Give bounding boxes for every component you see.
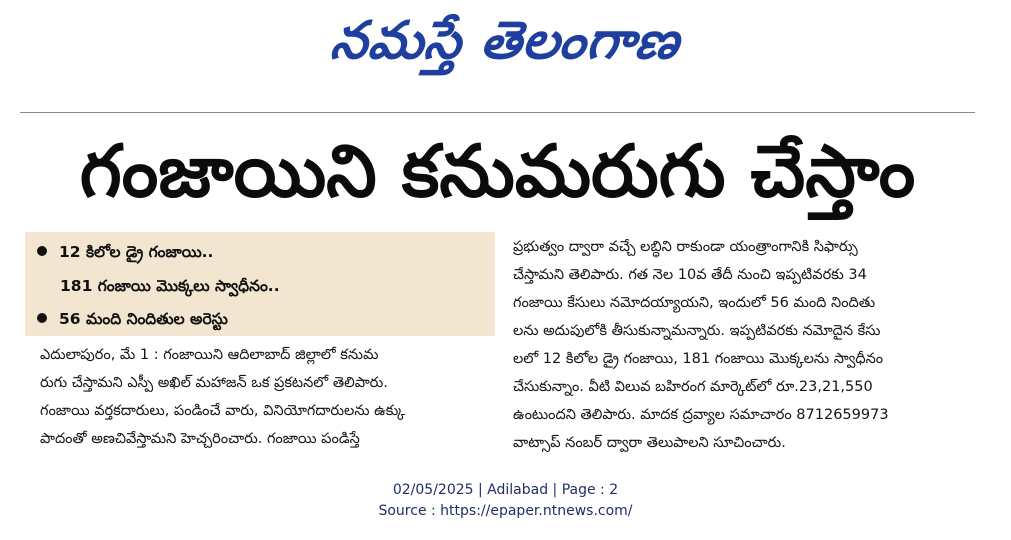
article-line: ఉంటుందని తెలిపారు. మాదక ద్రవ్యాల సమాచారం 8712659973: [513, 407, 889, 423]
bullet-icon: [37, 313, 47, 323]
footer-source-link[interactable]: Source : https://epaper.ntnews.com/: [378, 503, 633, 519]
article-line: ఎదులాపురం, మే 1 : గంజాయిని ఆదిలాబాద్ జిల్లాలో కనుమ: [40, 347, 379, 363]
article-line: చేసుకున్నాం. వీటి విలువ బహిరంగ మార్కెట్‌లో రూ.23,21,550: [513, 379, 873, 395]
highlight-text: 181 గంజాయి మొక్కలు స్వాధీనం..: [60, 277, 280, 295]
article-line: లను అదుపులోకి తీసుకున్నామన్నారు. ఇప్పటివరకు నమోదైన కేసు: [513, 323, 881, 339]
newspaper-logo: నమస్తే తెలంగాణ: [328, 11, 683, 71]
masthead: [0, 6, 1011, 76]
footer-edition-info: 02/05/2025 | Adilabad | Page : 2: [392, 482, 619, 498]
masthead-divider: [20, 112, 975, 113]
article-line: గంజాయి వర్తకదారులు, పండించే వారు, వినియోగదారులను ఉక్కు: [40, 403, 406, 419]
article-line: లలో 12 కిలోల డ్రై గంజాయి, 181 గంజాయి మొక్కలను స్వాధీనం: [513, 351, 884, 367]
article-line: పాదంతో అణచివేస్తామని హెచ్చరించారు. గంజాయి పండిస్తే: [40, 431, 360, 447]
highlight-item: [60, 271, 280, 301]
highlight-item: [37, 304, 228, 334]
highlight-text: 56 మంది నిందితుల అరెస్టు: [59, 310, 228, 328]
article-line: గంజాయి కేసులు నమోదయ్యాయని, ఇందులో 56 మంది నిందితు: [513, 295, 876, 311]
article-line: వాట్సాప్ నంబర్ ద్వారా తెలుపాలని సూచించారు.: [513, 435, 786, 451]
article-line: ప్రభుత్వం ద్వారా వచ్చే లబ్ధిని రాకుండా యంత్రాంగానికి సిఫార్సు: [513, 239, 858, 255]
article-column-right: [513, 233, 978, 457]
article-line: రుగు చేస్తామని ఎస్పీ అఖిల్ మహాజన్ ఒక ప్రకటనలో తెలిపారు.: [40, 375, 388, 391]
highlight-text: 12 కిలోల డ్రై గంజాయి..: [59, 243, 214, 261]
highlights-box: [25, 232, 495, 336]
article-column-left: [40, 341, 495, 453]
bullet-icon: [37, 246, 47, 256]
highlight-item: [37, 237, 213, 267]
article-headline: గంజాయిని కనుమరుగు చేస్తాం: [79, 129, 916, 213]
article-line: చేస్తామని తెలిపారు. గత నెల 10వ తేదీ నుంచి ఇప్పటివరకు 34: [513, 267, 867, 283]
